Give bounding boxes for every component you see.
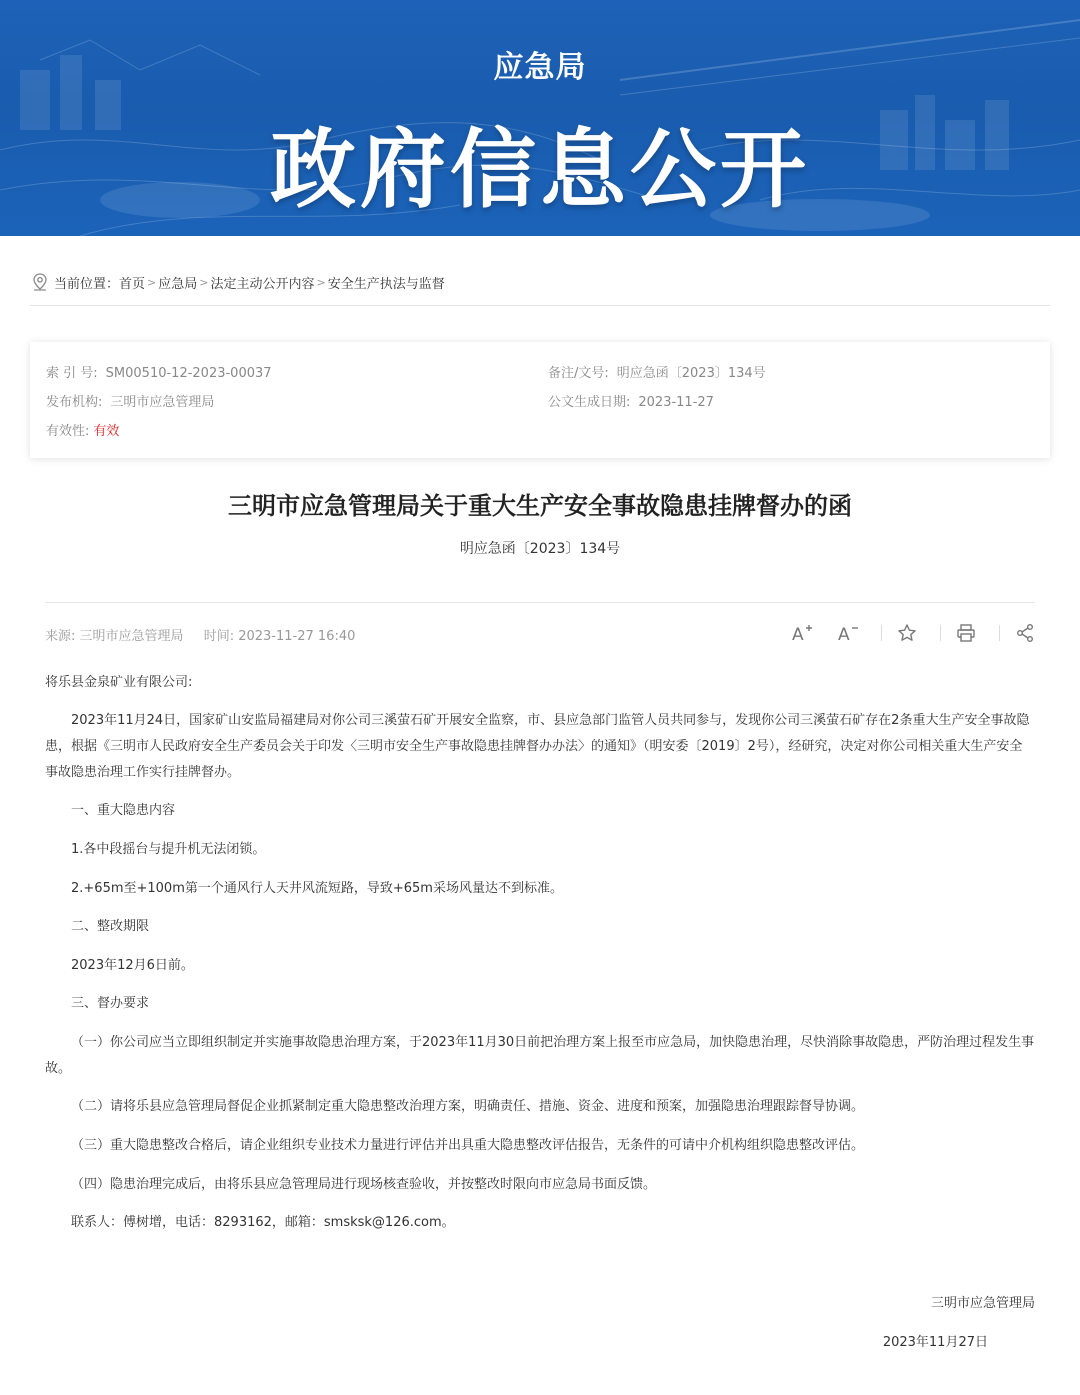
toolbar-separator xyxy=(881,625,882,641)
meta-index-value: SM00510-12-2023-00037 xyxy=(105,366,272,381)
meta-date-label: 公文生成日期: xyxy=(548,395,631,410)
banner-title: 政府信息公开 xyxy=(270,120,810,220)
svg-text:A: A xyxy=(792,625,804,642)
body-paragraph: 2023年11月24日，国家矿山安监局福建局对你公司三溪萤石矿开展安全监察，市、县应急部门监管人员共同参与，发现你公司三溪萤石矿存在2条重大生产安全事故隐患，根据《三明市人民政府安全生产委员会关于印发〈三明市安全生产事故隐患挂牌督办办法〉的通知》（明安委〔2019〕2号），经研究，决定对你公司相关重大生产安全事故隐患治理工作实行挂牌督办。 xyxy=(45,713,1030,780)
meta-index xyxy=(46,362,272,381)
body-paragraph: 2.+65m至+100m第一个通风行人天井风流短路，导致+65m采场风量达不到标准。 xyxy=(71,881,563,896)
meta-docno-value: 明应急函〔2023〕134号 xyxy=(616,366,766,381)
breadcrumb-enforcement[interactable]: 安全生产执法与监督 xyxy=(327,276,445,292)
time-value: 2023-11-27 16:40 xyxy=(238,629,356,644)
source-value: 三明市应急管理局 xyxy=(79,629,184,644)
meta-docno xyxy=(548,362,766,381)
breadcrumb-bureau[interactable]: 应急局 xyxy=(158,276,198,292)
time-label: 时间: xyxy=(203,629,235,644)
breadcrumb-separator: > xyxy=(147,275,157,289)
body-paragraph: （三）重大隐患整改合格后，请企业组织专业技术力量进行评估并出具重大隐患整改评估报告，无条件的可请中介机构组织隐患整改评估。 xyxy=(71,1138,865,1153)
font-decrease-icon[interactable] xyxy=(837,622,859,644)
article-toolbar xyxy=(767,622,1036,644)
body-paragraph: （二）请将乐县应急管理局督促企业抓紧制定重大隐患整改治理方案，明确责任、措施、资金、进度和预案，加强隐患治理跟踪督导协调。 xyxy=(71,1099,865,1114)
meta-index-label: 索 引 号: xyxy=(46,366,98,381)
section-heading: 一、重大隐患内容 xyxy=(71,803,176,818)
breadcrumb-separator: > xyxy=(199,275,209,289)
body-paragraph: 1.各中段摇台与提升机无法闭锁。 xyxy=(71,842,266,857)
body-paragraph: （四）隐患治理完成后，由将乐县应急管理局进行现场核查验收，并按整改时限向市应急局书面反馈。 xyxy=(71,1177,657,1192)
header-banner xyxy=(0,0,1080,236)
body-paragraph: 2023年12月6日前。 xyxy=(71,958,194,973)
print-icon[interactable] xyxy=(955,622,977,644)
meta-validity-value: 有效 xyxy=(93,424,120,439)
section-heading: 二、整改期限 xyxy=(71,919,150,934)
font-increase-icon[interactable] xyxy=(791,622,813,644)
breadcrumb-divider xyxy=(30,305,1050,306)
article-title: 三明市应急管理局关于重大生产安全事故隐患挂牌督办的函 xyxy=(228,492,852,520)
breadcrumb-label: 当前位置： xyxy=(54,276,120,292)
source-label: 来源: xyxy=(45,629,76,644)
document-meta-card xyxy=(30,342,1050,458)
toolbar-separator xyxy=(999,625,1000,641)
breadcrumb xyxy=(32,272,445,292)
meta-validity xyxy=(46,420,119,439)
meta-validity-label: 有效性: xyxy=(46,424,90,439)
breadcrumb-separator: > xyxy=(316,275,326,289)
body-paragraph: （一）你公司应当立即组织制定并实施事故隐患治理方案，于2023年11月30日前把治理方案上报至市应急局，加快隐患治理，尽快消除事故隐患，严防治理过程发生事故。 xyxy=(45,1035,1035,1076)
meta-docno-label: 备注/文号: xyxy=(548,366,609,381)
meta-org xyxy=(46,391,214,410)
signature-date: 2023年11月27日 xyxy=(882,1335,988,1350)
article-source-row xyxy=(45,625,355,644)
meta-org-label: 发布机构: xyxy=(46,395,103,410)
toolbar-separator xyxy=(940,625,941,641)
meta-date-value: 2023-11-27 xyxy=(638,395,714,410)
section-heading: 三、督办要求 xyxy=(71,996,150,1011)
share-icon[interactable] xyxy=(1014,622,1036,644)
meta-org-value: 三明市应急管理局 xyxy=(110,395,215,410)
breadcrumb-statutory-content[interactable]: 法定主动公开内容 xyxy=(210,276,315,292)
location-pin-icon xyxy=(32,273,48,291)
svg-text:A: A xyxy=(838,625,850,642)
breadcrumb-home[interactable]: 首页 xyxy=(119,276,146,292)
favorite-star-icon[interactable] xyxy=(896,622,918,644)
article-doc-number: 明应急函〔2023〕134号 xyxy=(459,541,621,557)
signature-org: 三明市应急管理局 xyxy=(930,1296,1035,1311)
banner-subtitle: 应急局 xyxy=(493,50,587,85)
meta-date xyxy=(548,391,714,410)
salutation: 将乐县金泉矿业有限公司: xyxy=(45,675,193,690)
title-divider xyxy=(45,602,1035,603)
contact-info: 联系人：傅树增，电话：8293162，邮箱：smsksk@126.com。 xyxy=(71,1215,455,1230)
